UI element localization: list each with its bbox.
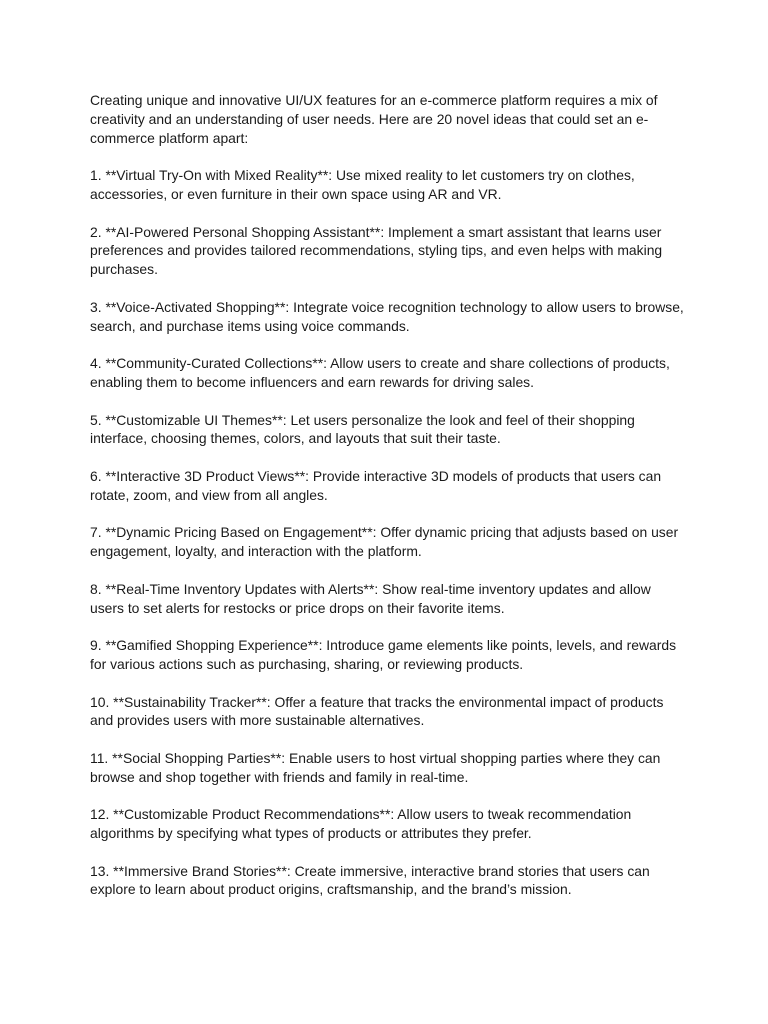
list-item: 4. **Community-Curated Collections**: Allow users to create and share collections of products, enabling them to become influencers and earn rewards for driving sales. bbox=[90, 355, 670, 390]
intro-paragraph: Creating unique and innovative UI/UX features for an e-commerce platform requires a mix of creativity and an understanding of user needs. Here are 20 novel ideas that could set an e-commerce platform apart: bbox=[90, 92, 658, 146]
list-item: 6. **Interactive 3D Product Views**: Provide interactive 3D models of products that users can rotate, zoom, and view from all angles. bbox=[90, 467, 662, 503]
list-item: 13. **Immersive Brand Stories**: Create immersive, interactive brand stories that users can explore to learn about product origins, craftsmanship, and the brand’s mission. bbox=[90, 862, 650, 898]
list-item: 8. **Real-Time Inventory Updates with Alerts**: Show real-time inventory updates and allow users to set alerts for restocks or price drops on their favorite items. bbox=[90, 580, 651, 616]
list-item: 10. **Sustainability Tracker**: Offer a feature that tracks the environmental impact of products and provides users with more sustainable alternatives. bbox=[90, 693, 664, 729]
list-item: 9. **Gamified Shopping Experience**: Introduce game elements like points, levels, and rewards for various actions such as purchasing, sharing, or reviewing products. bbox=[90, 637, 677, 672]
list-item: 5. **Customizable UI Themes**: Let users personalize the look and feel of their shopping interface, choosing themes, colors, and layouts that suit their taste. bbox=[90, 411, 635, 447]
list-item: 1. **Virtual Try-On with Mixed Reality**: Use mixed reality to let customers try on clothes, accessories, or even furniture in their own space using AR and VR. bbox=[90, 167, 635, 202]
document-page bbox=[90, 91, 686, 918]
list-item: 7. **Dynamic Pricing Based on Engagement**: Offer dynamic pricing that adjusts based on user engagement, loyalty, and interaction with the platform. bbox=[90, 524, 679, 560]
list-item: 11. **Social Shopping Parties**: Enable users to host virtual shopping parties where they can browse and shop together with friends and family in real-time. bbox=[90, 749, 661, 785]
list-item: 2. **AI-Powered Personal Shopping Assistant**: Implement a smart assistant that learns user preferences and provides tailored recommendations, styling tips, and even helps with making purchases. bbox=[90, 223, 663, 278]
list-item: 12. **Customizable Product Recommendations**: Allow users to tweak recommendation algorithms by specifying what types of products or attributes they prefer. bbox=[90, 806, 632, 842]
list-item: 3. **Voice-Activated Shopping**: Integrate voice recognition technology to allow users to browse, search, and purchase items using voice commands. bbox=[90, 298, 684, 334]
